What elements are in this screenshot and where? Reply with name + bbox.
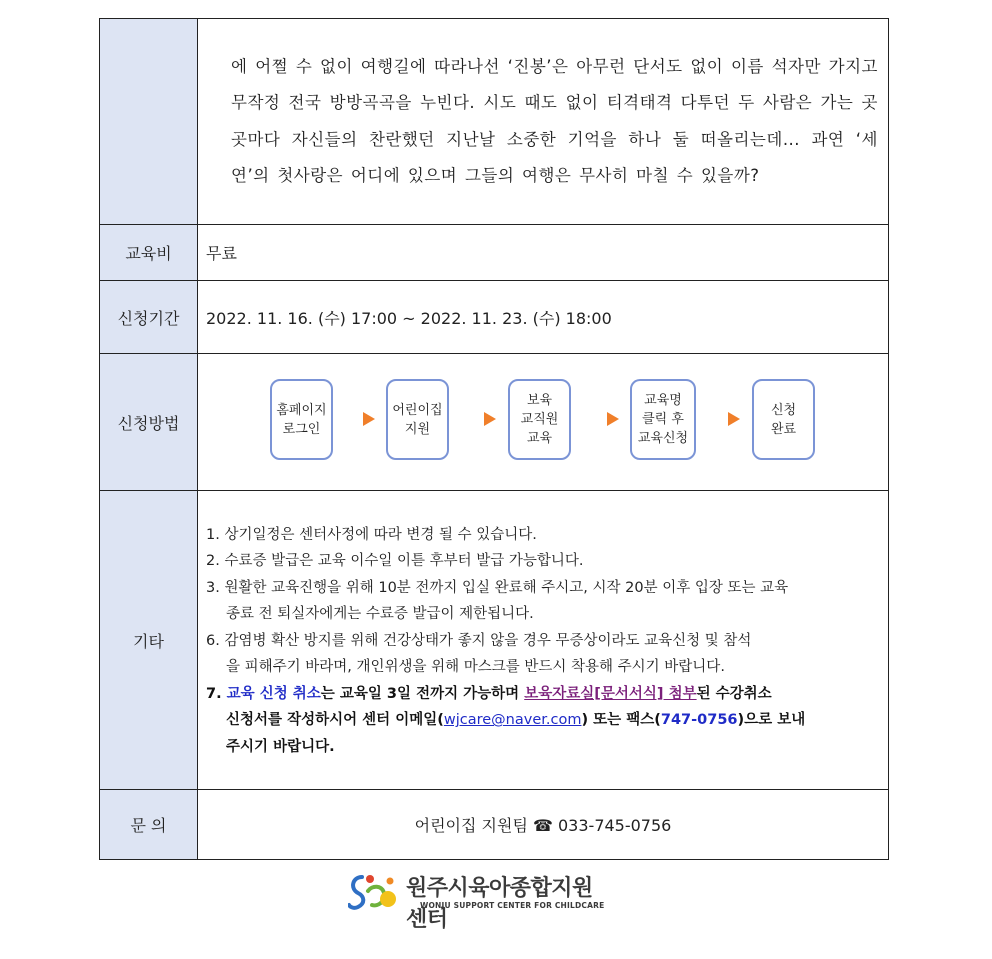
- method-label: 신청방법: [100, 354, 198, 491]
- note-7-text-3: 신청서를 작성하시어 센터 이메일(: [226, 712, 444, 729]
- note-7-num: 7.: [206, 685, 227, 702]
- logo-mark-icon: [348, 869, 400, 915]
- step-daycare: 어린이집 지원: [386, 379, 449, 460]
- contact-value: 어린이집 지원팀 ☎ 033-745-0756: [198, 790, 889, 860]
- note-6: [206, 628, 880, 681]
- note-3: [206, 575, 880, 628]
- notes-list: [198, 498, 888, 783]
- note-2: 2. 수료증 발급은 교육 이수일 이튿 후부터 발급 가능합니다.: [206, 553, 584, 570]
- note-7: [206, 681, 880, 761]
- period-label: 신청기간: [100, 281, 198, 354]
- cancel-text: 교육 신청 취소: [226, 685, 321, 702]
- period-value: 2022. 11. 16. (수) 17:00 ~ 2022. 11. 23. (수) 18:00: [206, 308, 612, 328]
- email-link[interactable]: wjcare@naver.com: [443, 712, 582, 729]
- info-table: [99, 18, 889, 860]
- fee-label: 교육비: [100, 225, 198, 281]
- note-3-line-1: 3. 원활한 교육진행을 위해 10분 전까지 입실 완료해 주시고, 시작 20분 이후 입장 또는 교육: [206, 579, 789, 596]
- note-7-text-1: 는 교육일 3일 전까지 가능하며: [320, 685, 525, 702]
- intro-text: 에 어쩔 수 없이 여행길에 따라나선 ‘진봉’은 아무런 단서도 없이 이름 석자만 가지고 무작정 전국 방방곡곡을 누빈다. 시도 때도 없이 티격태격 다투던 두 사람은 가는 곳곳마다 자신들의 찬란했던 지난날 소중한 기억을 하나 둘 떠올리는데... 과연 ‘세연’의 첫사랑은 어디에 있으며 그들의 여행은 무사히 마칠 수 있을까?: [231, 56, 878, 185]
- note-7-text-4: ) 또는 팩스(: [581, 712, 661, 729]
- document-link[interactable]: 보육자료실[문서서식] 첨부: [524, 685, 697, 702]
- step-login: 홈페이지 로그인: [270, 379, 333, 460]
- note-7-text-2: 된 수강취소: [696, 685, 772, 702]
- intro-cell: [198, 19, 889, 225]
- note-7-text-5: )으로 보내: [737, 712, 806, 729]
- center-logo: [348, 869, 608, 932]
- logo-english-text: WONJU SUPPORT CENTER FOR CHILDCARE: [420, 901, 605, 910]
- contact-label: 문 의: [100, 790, 198, 860]
- intro-header-cell: [100, 19, 198, 225]
- step-complete: 신청 완료: [752, 379, 815, 460]
- note-7-line-2: [206, 707, 880, 734]
- arrow-right-icon: [484, 412, 496, 426]
- etc-label: 기타: [100, 491, 198, 790]
- logo-korean-text: 원주시육아종합지원센터: [406, 876, 593, 932]
- step-teacher-education: 보육 교직원 교육: [508, 379, 571, 460]
- fax-number: 747-0756: [660, 712, 738, 729]
- arrow-right-icon: [728, 412, 740, 426]
- note-3-line-2: 종료 전 퇴실자에게는 수료증 발급이 제한됩니다.: [226, 606, 534, 623]
- fee-value: 무료: [206, 244, 237, 263]
- note-6-line-1: 6. 감염병 확산 방지를 위해 건강상태가 좋지 않을 경우 무증상이라도 교육신청 및 참석: [206, 632, 752, 649]
- note-6-line-2: 을 피해주기 바라며, 개인위생을 위해 마스크를 반드시 착용해 주시기 바랍니다.: [226, 659, 725, 676]
- note-1: 1. 상기일정은 센터사정에 따라 변경 될 수 있습니다.: [206, 526, 537, 543]
- note-7-line-3: 주시기 바랍니다.: [226, 738, 335, 755]
- step-apply-course: 교육명 클릭 후 교육신청: [630, 379, 696, 460]
- arrow-right-icon: [363, 412, 375, 426]
- application-flow: [198, 354, 888, 490]
- arrow-right-icon: [607, 412, 619, 426]
